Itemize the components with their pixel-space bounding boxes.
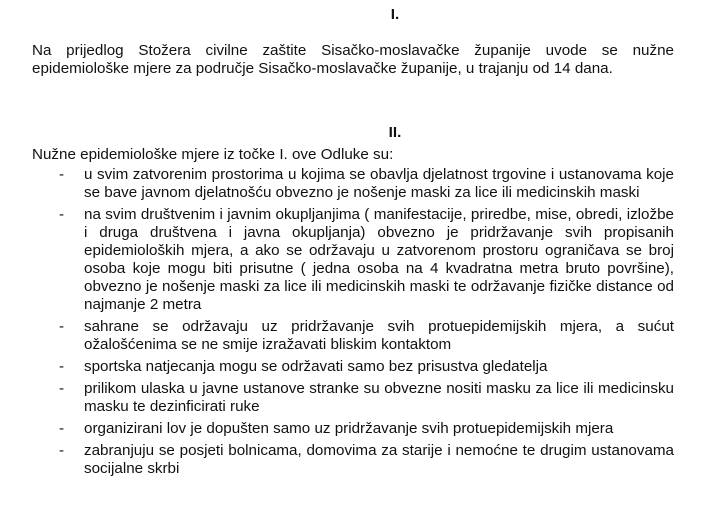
list-item xyxy=(32,380,674,416)
section-two-intro: Nužne epidemiološke mjere iz točke I. ove Odluke su: xyxy=(32,146,394,163)
measure-text: sahrane se održavaju uz pridržavanje svih protuepidemijskih mjera, a sućut ožalošćenima se ne smije izražavati bliskim kontaktom xyxy=(84,318,674,353)
bullet-dash: - xyxy=(59,380,65,397)
bullet-dash: - xyxy=(59,318,65,335)
list-item xyxy=(32,358,674,376)
measure-text: sportska natjecanja mogu se održavati samo bez prisustva gledatelja xyxy=(84,358,548,375)
bullet-dash: - xyxy=(59,358,65,375)
measure-text: u svim zatvorenim prostorima u kojima se obavlja djelatnost trgovine i ustanovama koje se bave javnom djelatnošću obvezno je nošenje maski za lice ili medicinskih maski xyxy=(84,166,674,201)
list-item xyxy=(32,206,674,314)
list-item xyxy=(32,420,674,438)
bullet-dash: - xyxy=(59,420,65,437)
list-item xyxy=(32,166,674,202)
measure-text: na svim društvenim i javnim okupljanjima ( manifestacije, priredbe, mise, obredi, izložbe i druga društvena i javna okupljanja) obvezno je pridržavanje svih propisanih epidemioloških mjera, a ako se održavaju u zatvorenom prostoru ograničava se broj osoba koje mogu biti prisutne ( jedna osoba na 4 kvadratna metra bruto površine), obvezno je nošenje maski za lice ili medicinskih maski te održavanje fizičke distance od najmanje 2 metra xyxy=(84,206,674,313)
bullet-dash: - xyxy=(59,442,65,459)
section-two-heading: II. xyxy=(388,124,402,141)
section-one-paragraph: Na prijedlog Stožera civilne zaštite Sisačko-moslavačke županije uvode se nužne epidemiološke mjere za područje Sisačko-moslavačke županije, u trajanju od 14 dana. xyxy=(32,42,674,77)
section-one-heading: I. xyxy=(390,6,400,23)
list-item xyxy=(32,318,674,354)
measure-text: prilikom ulaska u javne ustanove stranke su obvezne nositi masku za lice ili medicinsku masku te dezinficirati ruke xyxy=(84,380,674,415)
measures-list xyxy=(32,166,674,482)
bullet-dash: - xyxy=(59,206,65,223)
measure-text: organizirani lov je dopušten samo uz pridržavanje svih protuepidemijskih mjera xyxy=(84,420,614,437)
measure-text: zabranjuju se posjeti bolnicama, domovima za starije i nemoćne te drugim ustanovama socijalne skrbi xyxy=(84,442,674,477)
list-item xyxy=(32,442,674,478)
bullet-dash: - xyxy=(59,166,65,183)
